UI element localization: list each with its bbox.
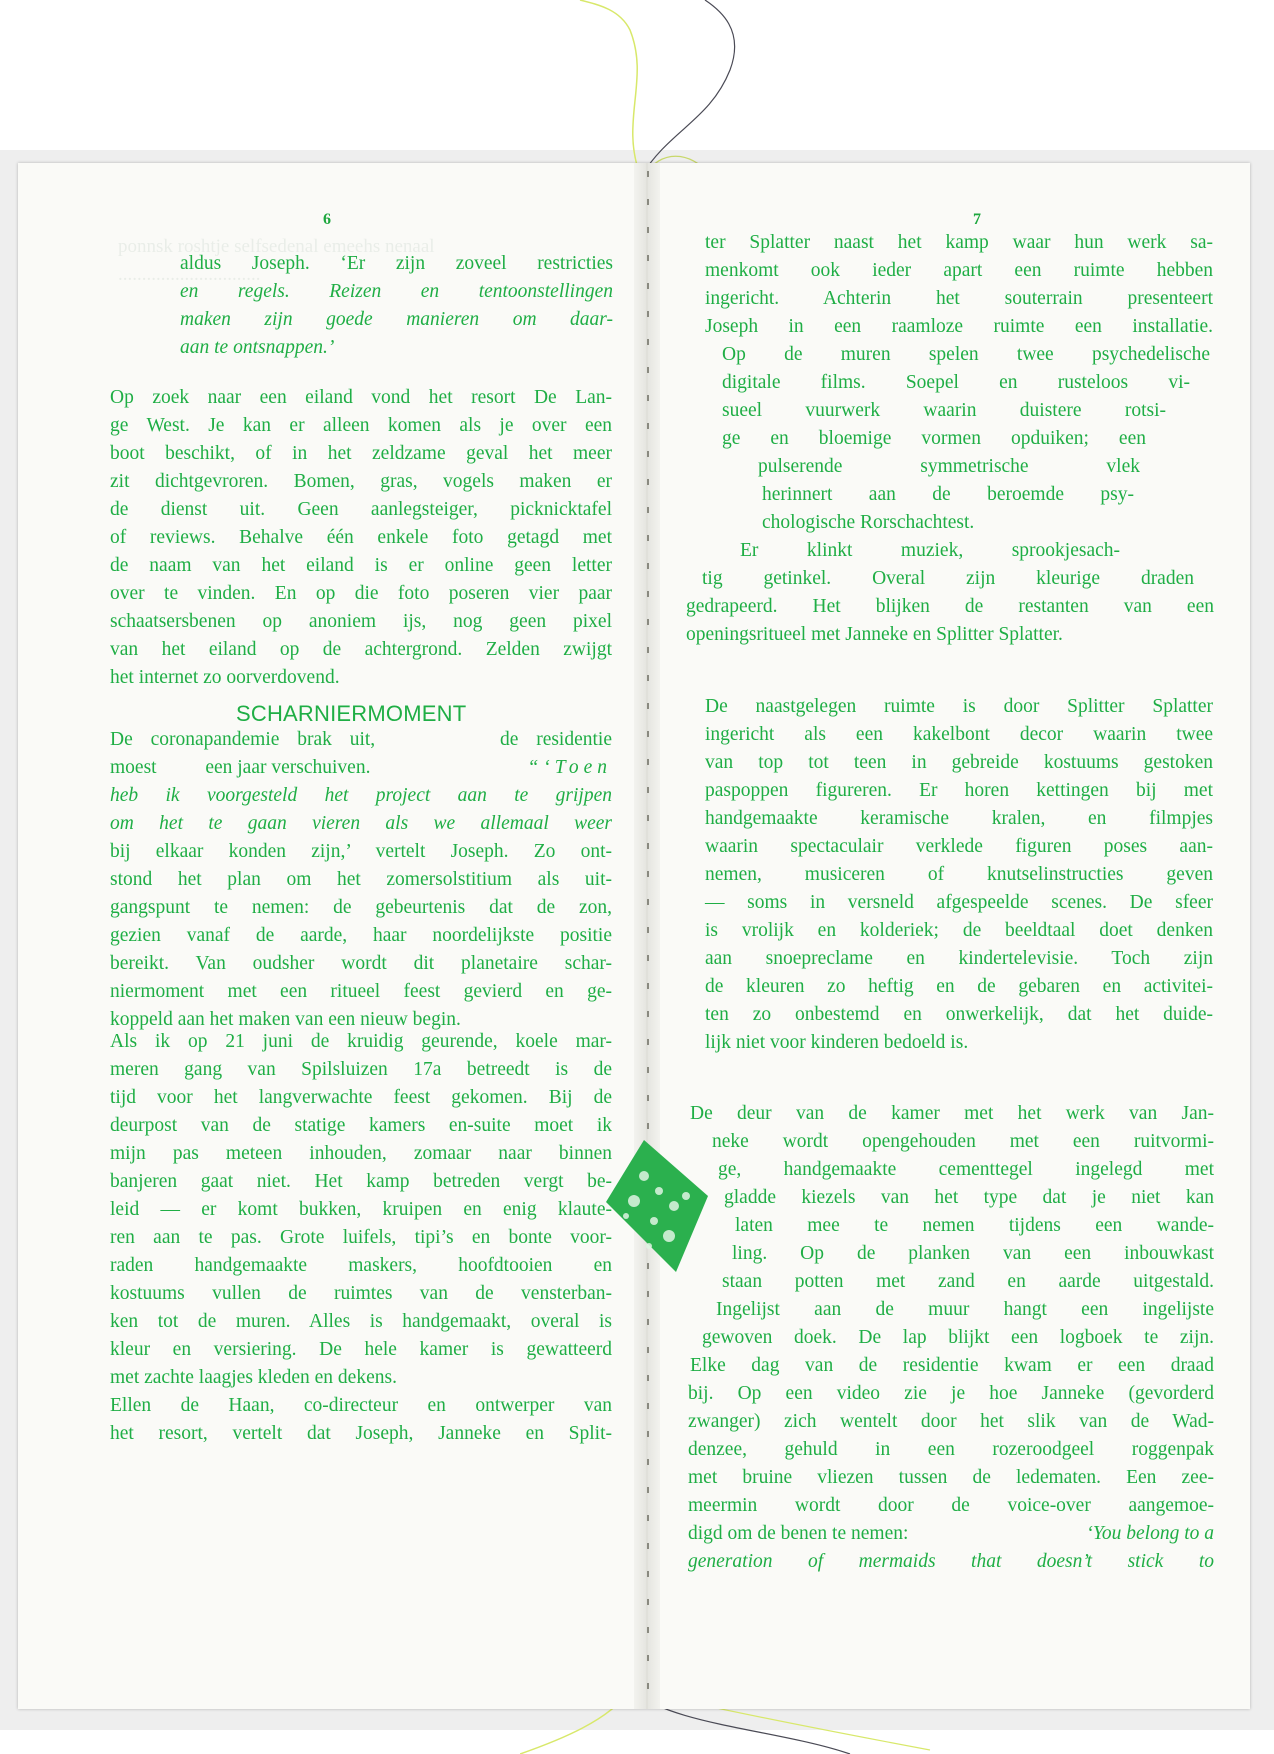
quote-line: maken zijn goede manieren om daar- — [180, 309, 613, 330]
paragraph-janneke — [660, 1100, 1250, 1576]
text-line: Als ik op 21 juni de kruidig geurende, koele mar- — [110, 1031, 612, 1052]
text-line: of reviews. Behalve één enkele foto getagd met — [110, 527, 612, 548]
text-line: De coronapandemie brak uit, de residentie — [110, 729, 612, 750]
text-fragment: digd om de benen te nemen: — [688, 1523, 909, 1544]
book-spread — [18, 163, 1250, 1709]
text-line: ge, handgemaakte cementtegel ingelegd met — [718, 1159, 1214, 1180]
text-line: laten mee te nemen tijdens een wande- — [735, 1215, 1214, 1236]
text-line: schaatsersbenen op anoniem ijs, nog geen pixel — [110, 611, 612, 632]
text-line: kleur en versiering. De hele kamer is gewatteerd — [110, 1339, 612, 1360]
text-line: ken tot de muren. Alles is handgemaakt, overal is — [110, 1311, 612, 1332]
text-line: ter Splatter naast het kamp waar hun werk sa- — [705, 232, 1213, 253]
section-heading: SCHARNIERMOMENT — [236, 701, 467, 726]
text-line: stond het plan om het zomersolstitium als uit- — [110, 869, 612, 890]
text-line: niermoment met een ritueel feest gevierd en ge- — [110, 981, 612, 1002]
text-line: koppeld aan het maken van een nieuw begin. — [110, 1009, 461, 1030]
text-line: herinnert aan de beroemde psy- — [762, 484, 1134, 505]
text-line: chologische Rorschachtest. — [762, 512, 975, 533]
text-line: ten zo onbestemd en onwerkelijk, dat het duide- — [705, 1004, 1213, 1025]
text-line: ge en bloemige vormen opduiken; een — [722, 428, 1146, 449]
text-line: lijk niet voor kinderen bedoeld is. — [705, 1032, 969, 1053]
text-line: over te vinden. En op die foto poseren vier paar — [110, 583, 612, 604]
text-line: gladde kiezels van het type dat je niet kan — [724, 1187, 1214, 1208]
text-line: de kleuren zo heftig en de gebaren en activitei- — [705, 976, 1213, 997]
text-line: neke wordt opengehouden met een ruitvormi- — [712, 1131, 1214, 1152]
paragraph-decor — [705, 693, 1213, 1057]
text-line — [110, 754, 612, 782]
text-line: Elke dag van de residentie kwam er een draad — [690, 1355, 1214, 1376]
binding-stitch — [647, 171, 649, 1701]
binding-thread-top — [560, 0, 840, 175]
text-line: nemen, musiceren of knutselinstructies geven — [705, 864, 1213, 885]
text-line: met bruine vliezen tussen de ledematen. Een zee- — [688, 1467, 1214, 1488]
page-number-left: 6 — [323, 211, 331, 228]
text-line: deurpost van de statige kamers en-suite moet ik — [110, 1115, 612, 1136]
paragraph-music — [660, 537, 1250, 649]
text-line: gangspunt te nemen: de gebeurtenis dat de zon, — [110, 897, 612, 918]
text-line: om het te gaan vieren als we allemaal weer — [110, 813, 612, 834]
text-line: Op zoek naar een eiland vond het resort De Lan- — [110, 387, 612, 408]
text-line: menkomt ook ieder apart een ruimte hebben — [705, 260, 1213, 281]
text-line: met zachte laagjes kleden en dekens. — [110, 1367, 397, 1388]
text-line: gedrapeerd. Het blijken de restanten van een — [686, 596, 1214, 617]
paragraph-joseph — [705, 229, 1213, 341]
text-line: zit dichtgevroren. Bomen, gras, vogels maken er — [110, 471, 612, 492]
text-line: is vrolijk en kolderiek; de beeldtaal doet denken — [705, 920, 1213, 941]
text-line: Joseph in een raamloze ruimte een installatie. — [705, 316, 1213, 337]
text-line: — soms in versneld afgespeelde scenes. De sfeer — [705, 892, 1213, 913]
text-line: openingsritueel met Janneke en Splitter Splatter. — [686, 624, 1063, 645]
text-line: meermin wordt door de voice-over aangemoe- — [688, 1495, 1214, 1516]
text-line: heb ik voorgesteld het project aan te grijpen — [110, 785, 612, 806]
text-line: pulserende symmetrische vlek — [758, 456, 1140, 477]
text-line: generation of mermaids that doesn’t stick to — [688, 1551, 1214, 1572]
left-page — [18, 163, 634, 1709]
quote-line: en regels. Reizen en tentoonstellingen — [180, 281, 613, 302]
text-line: kostuums vullen de ruimtes van de vensterban- — [110, 1283, 612, 1304]
right-page — [660, 163, 1250, 1709]
text-line: ling. Op de planken van een inbouwkast — [732, 1243, 1214, 1264]
text-line: ge West. Je kan er alleen komen als je over een — [110, 415, 612, 436]
quote-start: “‘Toen — [527, 757, 612, 778]
quote-block — [180, 250, 613, 362]
text-line: tig getinkel. Overal zijn kleurige draden — [702, 568, 1194, 589]
text-line: het internet zo oorverdovend. — [110, 667, 340, 688]
text-fragment: moest een jaar verschuiven. — [110, 757, 371, 778]
text-line — [688, 1520, 1214, 1548]
text-line: ingericht. Achterin het souterrain presenteert — [705, 288, 1213, 309]
text-line: het resort, vertelt dat Joseph, Janneke en Split- — [110, 1423, 612, 1444]
text-line: ren aan te pas. Grote luifels, tipi’s en bonte voor- — [110, 1227, 612, 1248]
paragraph-hinge — [110, 726, 612, 1034]
text-line: meren gang van Spilsluizen 17a betreedt is de — [110, 1059, 612, 1080]
paragraph-films — [660, 341, 1250, 537]
text-line: de dienst uit. Geen aanlegsteiger, picknicktafel — [110, 499, 612, 520]
text-line: digitale films. Soepel en rusteloos vi- — [722, 372, 1190, 393]
text-line: leid — er komt bukken, kruipen en enig klaute- — [110, 1199, 612, 1220]
text-line: bij. Op een video zie je hoe Janneke (gevorderd — [688, 1383, 1214, 1404]
text-line: Er klinkt muziek, sprookjesach- — [740, 540, 1120, 561]
text-line: Ingelijst aan de muur hangt een ingelijste — [716, 1299, 1214, 1320]
paragraph-camp — [110, 1028, 612, 1448]
text-line: waarin spectaculair verklede figuren poses aan- — [705, 836, 1213, 857]
text-line: denzee, gehuld in een rozeroodgeel roggenpak — [688, 1439, 1214, 1460]
text-line: Ellen de Haan, co-directeur en ontwerper van — [110, 1395, 612, 1416]
paragraph-island — [110, 384, 612, 692]
text-line: handgemaakte keramische kralen, en filmpjes — [705, 808, 1213, 829]
text-line: sueel vuurwerk waarin duistere rotsi- — [722, 400, 1166, 421]
text-line: gewoven doek. De lap blijkt een logboek te zijn. — [702, 1327, 1214, 1348]
text-line: aan snoepreclame en kindertelevisie. Toch zijn — [705, 948, 1213, 969]
text-line: raden handgemaakte maskers, hoofdtooien en — [110, 1255, 612, 1276]
text-line: bereikt. Van oudsher wordt dit planetaire schar- — [110, 953, 612, 974]
show-through-text: ponnsk roshtje selfsedenal emeehs nenaal .............................. — [118, 236, 435, 285]
page-number-right: 7 — [973, 211, 981, 228]
text-line: gezien vanaf de aarde, haar noordelijkste positie — [110, 925, 612, 946]
tile-illustration — [604, 1136, 714, 1276]
quote-fragment: ‘You belong to a — [1086, 1523, 1214, 1544]
quote-line: aan te ontsnappen.’ — [180, 337, 335, 358]
text-line: De deur van de kamer met het werk van Jan- — [690, 1103, 1214, 1124]
text-line: paspoppen figureren. Er horen kettingen bij met — [705, 780, 1213, 801]
text-line: ingericht als een kakelbont decor waarin twee — [705, 724, 1213, 745]
text-line: zwanger) zich wentelt door het slik van de Wad- — [688, 1411, 1214, 1432]
text-line: De naastgelegen ruimte is door Splitter Splatter — [705, 696, 1213, 717]
text-line: de naam van het eiland is er online geen letter — [110, 555, 612, 576]
text-line: mijn pas meteen inhouden, zomaar naar binnen — [110, 1143, 612, 1164]
text-line: Op de muren spelen twee psychedelische — [722, 344, 1210, 365]
quote-line: aldus Joseph. ‘Er zijn zoveel restricties — [180, 253, 613, 274]
text-line: bij elkaar konden zijn,’ vertelt Joseph. Zo ont- — [110, 841, 612, 862]
text-line: banjeren gaat niet. Het kamp betreden vergt be- — [110, 1171, 612, 1192]
text-line: staan potten met zand en aarde uitgestald. — [722, 1271, 1214, 1292]
text-line: tijd voor het langverwachte feest gekomen. Bij de — [110, 1087, 612, 1108]
text-line: boot beschikt, of in het zeldzame geval het meer — [110, 443, 612, 464]
text-line: van top tot teen in gebreide kostuums gestoken — [705, 752, 1213, 773]
text-line: van het eiland op de achtergrond. Zelden zwijgt — [110, 639, 612, 660]
